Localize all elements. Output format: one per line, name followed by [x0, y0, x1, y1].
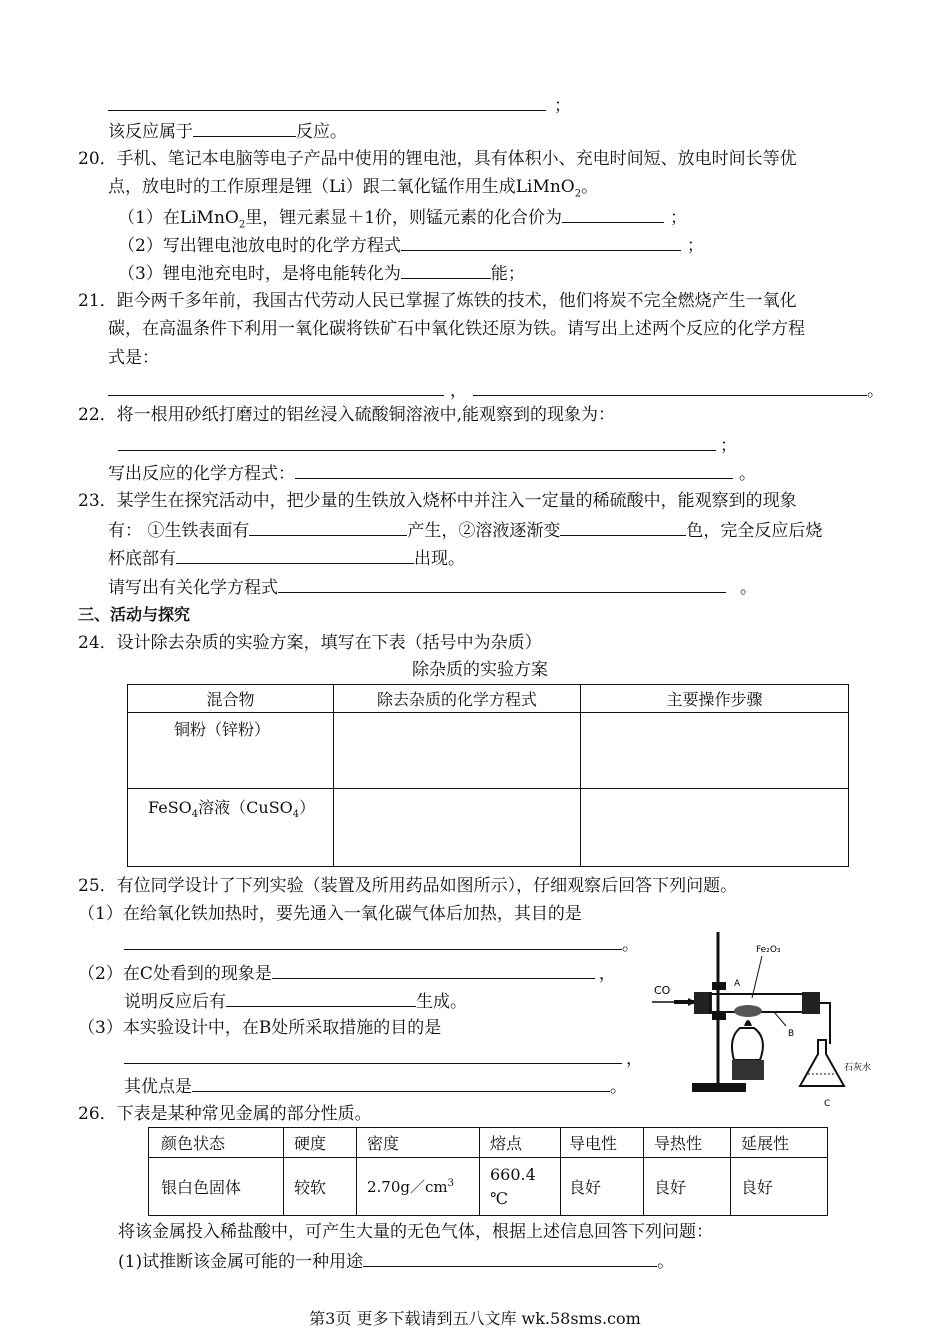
label-co: CO: [654, 984, 671, 997]
q26-h-density: 密度: [357, 1128, 480, 1158]
q26-h-conductivity: 导电性: [561, 1128, 644, 1158]
q25-part1: （1）在给氧化铁加热时，要先通入一氧化碳气体后加热，其目的是: [78, 904, 582, 924]
q26-v-thermal: 良好: [644, 1158, 731, 1216]
q19-answer-line: [108, 93, 571, 117]
q26-v-hardness: 较软: [284, 1158, 357, 1216]
limewater-flask: [800, 1040, 844, 1086]
q26-h-melting: 熔点: [480, 1128, 561, 1158]
q25-part3: （3）本实验设计中，在B处所采取措施的目的是: [78, 1018, 442, 1038]
q25-part2-line2: 说明反应后有 生成。: [124, 989, 467, 1013]
q25-part1-answer: 。: [124, 932, 639, 956]
q22-equation-line: 写出反应的化学方程式： 。: [108, 461, 756, 485]
q19-reaction-type: [108, 119, 347, 143]
section-title: 三、活动与探究: [78, 605, 191, 624]
alcohol-lamp: [732, 1028, 763, 1060]
fe2o3-sample: [734, 1005, 762, 1017]
label-b: B: [788, 1029, 795, 1039]
q24-row1-equation-cell[interactable]: [334, 713, 581, 789]
q26-properties-table: [148, 1127, 828, 1216]
q26-v-color: 银白色固体: [149, 1158, 284, 1216]
q26-v-ductility: 良好: [731, 1158, 828, 1216]
q20-line2: 点，放电时的工作原理是锂（Li）跟二氧化锰作用生成LiMnO$_2$。: [108, 177, 599, 200]
q23-line4: 请写出有关化学方程式 。: [108, 575, 757, 599]
q26-part1: (1)试推断该金属可能的一种用途 。: [118, 1249, 674, 1273]
stopper-right: [802, 992, 820, 1014]
q26-h-ductility: 延展性: [731, 1128, 828, 1158]
label-fe2o3: Fe₂O₃: [756, 945, 781, 955]
q19-end-mark: ；: [554, 96, 571, 116]
q24-table: [127, 684, 849, 867]
q19-text-b: 反应。: [296, 122, 347, 142]
q21-line1: 21．距今两千多年前，我国古代劳动人民已掌握了炼铁的技术，他们将炭不完全燃烧产生一氧化: [78, 291, 797, 311]
q26-v-melting: 660.4 ℃: [480, 1158, 561, 1216]
label-limewater: 石灰水: [844, 1063, 872, 1073]
q24-line1: 24．设计除去杂质的实验方案，填写在下表（括号中为杂质）: [78, 633, 542, 653]
q26-v-conductivity: 良好: [561, 1158, 644, 1216]
q20-line1: 20．手机、笔记本电脑等电子产品中使用的锂电池，具有体积小、充电时间短、放电时间长等优: [78, 149, 797, 169]
q24-header-steps: 主要操作步骤: [581, 685, 849, 713]
q21-line3: 式是：: [108, 348, 159, 368]
q24-row2-steps-cell[interactable]: [581, 789, 849, 867]
q23-line3: 杯底部有 出现。: [108, 546, 465, 570]
page-footer: 第3页 更多下载请到五八文库 wk.58sms.com: [309, 1309, 641, 1328]
q26-h-thermal: 导热性: [644, 1128, 731, 1158]
fe2o3-pointer: [752, 956, 762, 998]
clamp-lower: [712, 1012, 726, 1020]
apparatus-figure: [648, 928, 874, 1110]
q24-row2-equation-cell[interactable]: [334, 789, 581, 867]
b-pointer: [774, 1012, 786, 1026]
q24-row2-mixture: FeSO$_4$溶液（CuSO$_4$）: [128, 789, 334, 867]
q25-part3-answer2: 其优点是 。: [124, 1074, 627, 1098]
q20-part1: （1）在LiMnO$_2$里，锂元素显＋1价，则锰元素的化合价为 ；: [118, 205, 687, 236]
q20-part3: （3）锂电池充电时，是将电能转化为 能；: [118, 261, 525, 285]
flame: [744, 1020, 752, 1026]
clamp-upper: [712, 982, 726, 990]
outlet-tube: [820, 1003, 830, 1044]
lamp-base: [732, 1060, 764, 1080]
q26-line1: 26．下表是某种常见金属的部分性质。: [78, 1104, 372, 1124]
q20-part2: （2）写出锂电池放电时的化学方程式 ；: [118, 233, 704, 257]
q25-part3-answer1: ，: [124, 1046, 643, 1070]
q24-row1-steps-cell[interactable]: [581, 713, 849, 789]
label-c: C: [824, 1099, 831, 1109]
inlet-tube: [674, 1000, 694, 1004]
q23-line2: 有： ①生铁表面有 产生，②溶液逐渐变 色，完全反应后烧: [108, 518, 822, 542]
q23-line1: 23．某学生在探究活动中，把少量的生铁放入烧杯中并注入一定量的稀硫酸中，能观察到的现象: [78, 491, 797, 511]
q26-v-density: $2.70g/cm^3$: [357, 1158, 480, 1216]
q24-header-mixture: 混合物: [128, 685, 334, 713]
q21-line2: 碳，在高温条件下利用一氧化碳将铁矿石中氧化铁还原为铁。请写出上述两个反应的化学方程: [108, 319, 805, 339]
q24-caption: 除杂质的实验方案: [412, 660, 548, 680]
q19-text-a: 该反应属于: [108, 122, 193, 142]
q24-header-equation: 除去杂质的化学方程式: [334, 685, 581, 713]
q25-line1: 25．有位同学设计了下列实验（装置及所用药品如图所示），仔细观察后回答下列问题。: [78, 876, 738, 896]
q21-answer-lines: ， 。: [108, 378, 884, 402]
q24-row1-mixture: 铜粉（锌粉）: [128, 713, 334, 789]
q26-h-color: 颜色状态: [149, 1128, 284, 1158]
q26-after-text: 将该金属投入稀盐酸中，可产生大量的无色气体，根据上述信息回答下列问题：: [118, 1222, 713, 1242]
q25-part2: （2）在C处看到的现象是 ，: [78, 961, 616, 985]
q22-line1: 22．将一根用砂纸打磨过的铝丝浸入硫酸铜溶液中,能观察到的现象为：: [78, 405, 616, 425]
q26-h-hardness: 硬度: [284, 1128, 357, 1158]
label-a: A: [734, 979, 741, 989]
q22-answer-line: ；: [118, 433, 737, 457]
